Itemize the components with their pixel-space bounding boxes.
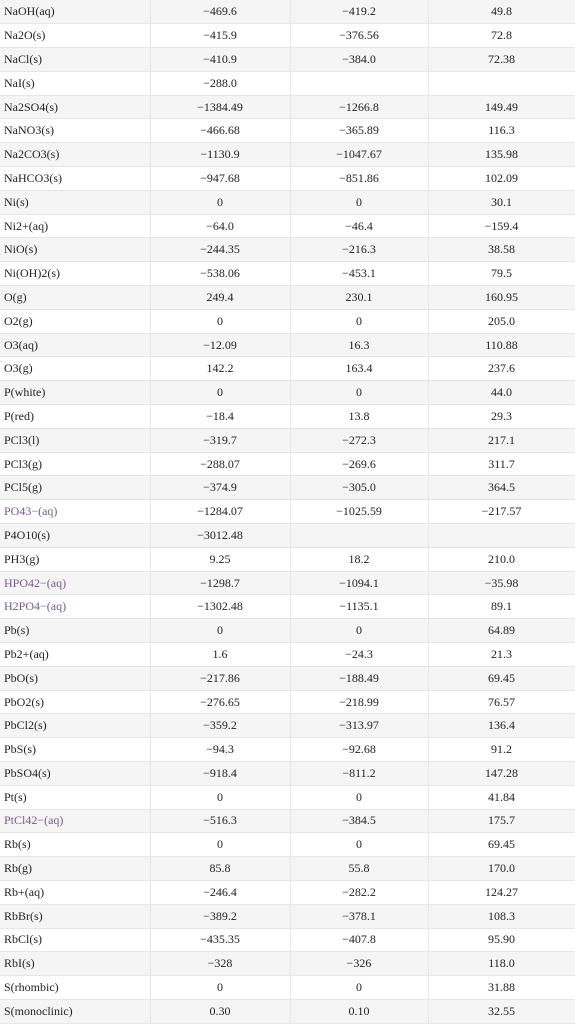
table-row [0,405,575,429]
cell-enthalpy: −328 [150,952,290,976]
cell-gibbs: 13.8 [290,405,428,429]
table-row [0,714,575,738]
cell-enthalpy: 0 [150,381,290,405]
cell-substance: P4O10(s) [0,524,150,548]
table-row [0,24,575,48]
cell-gibbs: −376.56 [290,24,428,48]
cell-substance: H2PO4−(aq) [0,595,150,619]
cell-substance: NaCl(s) [0,48,150,72]
table-row [0,690,575,714]
cell-enthalpy: −415.9 [150,24,290,48]
cell-enthalpy: −12.09 [150,333,290,357]
cell-enthalpy: −389.2 [150,904,290,928]
table-row [0,119,575,143]
table-row [0,809,575,833]
cell-gibbs: −188.49 [290,666,428,690]
table-row [0,738,575,762]
table-row [0,143,575,167]
cell-enthalpy: −1130.9 [150,143,290,167]
cell-substance: Ni2+(aq) [0,214,150,238]
cell-substance: NaI(s) [0,71,150,95]
cell-gibbs [290,524,428,548]
cell-entropy: 217.1 [428,428,575,452]
cell-enthalpy: −469.6 [150,0,290,24]
cell-gibbs: 0 [290,619,428,643]
table-row [0,571,575,595]
cell-entropy: 124.27 [428,880,575,904]
cell-gibbs: −269.6 [290,452,428,476]
cell-gibbs: 18.2 [290,547,428,571]
table-row [0,976,575,1000]
table-row [0,333,575,357]
cell-substance: RbBr(s) [0,904,150,928]
table-row [0,500,575,524]
cell-entropy: 79.5 [428,262,575,286]
cell-substance: Pb2+(aq) [0,643,150,667]
cell-entropy: 118.0 [428,952,575,976]
cell-substance: O(g) [0,286,150,310]
cell-substance: RbI(s) [0,952,150,976]
cell-gibbs: −305.0 [290,476,428,500]
cell-entropy: 30.1 [428,190,575,214]
cell-entropy: 108.3 [428,904,575,928]
cell-entropy: 49.8 [428,0,575,24]
table-row [0,238,575,262]
cell-enthalpy: 0 [150,785,290,809]
cell-entropy: 41.84 [428,785,575,809]
cell-gibbs: 16.3 [290,333,428,357]
cell-enthalpy: −276.65 [150,690,290,714]
table-row [0,48,575,72]
cell-gibbs: −1025.59 [290,500,428,524]
cell-substance: RbCl(s) [0,928,150,952]
cell-entropy: 136.4 [428,714,575,738]
cell-substance: S(monoclinic) [0,999,150,1023]
cell-entropy: 210.0 [428,547,575,571]
cell-substance: P(red) [0,405,150,429]
cell-entropy: −35.98 [428,571,575,595]
cell-enthalpy: 85.8 [150,857,290,881]
table-row [0,762,575,786]
cell-entropy: 72.8 [428,24,575,48]
cell-entropy: 160.95 [428,286,575,310]
table-row [0,0,575,24]
cell-entropy: 64.89 [428,619,575,643]
table-row [0,262,575,286]
cell-entropy: 69.45 [428,833,575,857]
cell-gibbs: 0 [290,381,428,405]
cell-enthalpy: 142.2 [150,357,290,381]
cell-enthalpy: −1302.48 [150,595,290,619]
cell-enthalpy: 0 [150,309,290,333]
cell-enthalpy: 0 [150,833,290,857]
cell-entropy [428,71,575,95]
cell-substance: Na2CO3(s) [0,143,150,167]
cell-substance: PbO(s) [0,666,150,690]
cell-enthalpy: 9.25 [150,547,290,571]
table-row [0,381,575,405]
cell-entropy: 311.7 [428,452,575,476]
cell-gibbs: −407.8 [290,928,428,952]
cell-substance: Ni(s) [0,190,150,214]
cell-entropy: 170.0 [428,857,575,881]
cell-entropy: 135.98 [428,143,575,167]
cell-entropy: 29.3 [428,405,575,429]
cell-entropy [428,524,575,548]
cell-entropy: 72.38 [428,48,575,72]
table-row [0,95,575,119]
cell-substance: O3(g) [0,357,150,381]
cell-gibbs [290,71,428,95]
cell-enthalpy: −3012.48 [150,524,290,548]
table-row [0,524,575,548]
cell-substance: Rb+(aq) [0,880,150,904]
cell-enthalpy: 249.4 [150,286,290,310]
cell-enthalpy: −18.4 [150,405,290,429]
cell-entropy: 110.88 [428,333,575,357]
cell-substance: NaOH(aq) [0,0,150,24]
cell-enthalpy: −246.4 [150,880,290,904]
cell-gibbs: −218.99 [290,690,428,714]
cell-gibbs: −453.1 [290,262,428,286]
cell-gibbs: 163.4 [290,357,428,381]
cell-entropy: 147.28 [428,762,575,786]
cell-gibbs: −216.3 [290,238,428,262]
cell-entropy: 89.1 [428,595,575,619]
cell-gibbs: −92.68 [290,738,428,762]
cell-substance: S(rhombic) [0,976,150,1000]
cell-substance: PCl5(g) [0,476,150,500]
cell-substance: Pt(s) [0,785,150,809]
cell-entropy: 31.88 [428,976,575,1000]
cell-gibbs: −46.4 [290,214,428,238]
cell-gibbs: 0.10 [290,999,428,1023]
cell-substance: PCl3(l) [0,428,150,452]
table-row [0,214,575,238]
cell-gibbs: −1094.1 [290,571,428,595]
cell-gibbs: −365.89 [290,119,428,143]
cell-enthalpy: 0 [150,190,290,214]
table-row [0,643,575,667]
cell-substance: O3(aq) [0,333,150,357]
cell-substance: Ni(OH)2(s) [0,262,150,286]
cell-gibbs: −811.2 [290,762,428,786]
cell-entropy: 32.55 [428,999,575,1023]
cell-substance: PbCl2(s) [0,714,150,738]
cell-enthalpy: −319.7 [150,428,290,452]
cell-enthalpy: −359.2 [150,714,290,738]
cell-substance: Rb(s) [0,833,150,857]
table-row [0,857,575,881]
table-row [0,286,575,310]
cell-entropy: 95.90 [428,928,575,952]
table-row [0,666,575,690]
cell-gibbs: −313.97 [290,714,428,738]
cell-substance: PbS(s) [0,738,150,762]
cell-gibbs: −272.3 [290,428,428,452]
cell-enthalpy: −1284.07 [150,500,290,524]
cell-gibbs: 55.8 [290,857,428,881]
cell-gibbs: −384.0 [290,48,428,72]
table-row [0,952,575,976]
cell-substance: Na2SO4(s) [0,95,150,119]
cell-entropy: 38.58 [428,238,575,262]
cell-enthalpy: 0.30 [150,999,290,1023]
cell-substance: Rb(g) [0,857,150,881]
cell-entropy: 364.5 [428,476,575,500]
cell-entropy: 91.2 [428,738,575,762]
cell-enthalpy: −516.3 [150,809,290,833]
cell-enthalpy: −410.9 [150,48,290,72]
table-row [0,619,575,643]
cell-entropy: 44.0 [428,381,575,405]
cell-substance: O2(g) [0,309,150,333]
cell-substance: HPO42−(aq) [0,571,150,595]
cell-substance: NaNO3(s) [0,119,150,143]
cell-enthalpy: 0 [150,619,290,643]
cell-enthalpy: −435.35 [150,928,290,952]
cell-substance: P(white) [0,381,150,405]
table-row [0,904,575,928]
cell-entropy: 116.3 [428,119,575,143]
cell-gibbs: 0 [290,785,428,809]
cell-enthalpy: −1384.49 [150,95,290,119]
cell-gibbs: −1047.67 [290,143,428,167]
table-row [0,880,575,904]
cell-substance: PbSO4(s) [0,762,150,786]
cell-gibbs: −282.2 [290,880,428,904]
cell-gibbs: −24.3 [290,643,428,667]
cell-enthalpy: −288.07 [150,452,290,476]
cell-gibbs: −1266.8 [290,95,428,119]
cell-gibbs: 0 [290,833,428,857]
table-row [0,167,575,191]
cell-gibbs: −326 [290,952,428,976]
cell-entropy: 205.0 [428,309,575,333]
cell-substance: Na2O(s) [0,24,150,48]
cell-substance: PO43−(aq) [0,500,150,524]
table-row [0,595,575,619]
cell-entropy: 69.45 [428,666,575,690]
cell-gibbs: −851.86 [290,167,428,191]
table-row [0,309,575,333]
cell-gibbs: −384.5 [290,809,428,833]
cell-enthalpy: −244.35 [150,238,290,262]
cell-entropy: 21.3 [428,643,575,667]
cell-substance: NaHCO3(s) [0,167,150,191]
cell-gibbs: 230.1 [290,286,428,310]
cell-gibbs: −1135.1 [290,595,428,619]
cell-entropy: 149.49 [428,95,575,119]
table-row [0,785,575,809]
cell-entropy: 76.57 [428,690,575,714]
cell-gibbs: −378.1 [290,904,428,928]
cell-substance: PtCl42−(aq) [0,809,150,833]
cell-gibbs: 0 [290,309,428,333]
table-row [0,999,575,1023]
cell-gibbs: 0 [290,190,428,214]
cell-enthalpy: −64.0 [150,214,290,238]
cell-enthalpy: −466.68 [150,119,290,143]
cell-substance: PbO2(s) [0,690,150,714]
table-row [0,476,575,500]
table-row [0,928,575,952]
cell-entropy: 102.09 [428,167,575,191]
cell-entropy: 175.7 [428,809,575,833]
cell-entropy: −217.57 [428,500,575,524]
cell-enthalpy: −538.06 [150,262,290,286]
cell-entropy: −159.4 [428,214,575,238]
table-row [0,71,575,95]
cell-enthalpy: −1298.7 [150,571,290,595]
cell-enthalpy: −94.3 [150,738,290,762]
cell-enthalpy: 0 [150,976,290,1000]
cell-enthalpy: −374.9 [150,476,290,500]
cell-enthalpy: −288.0 [150,71,290,95]
table-row [0,547,575,571]
cell-enthalpy: −947.68 [150,167,290,191]
cell-substance: Pb(s) [0,619,150,643]
table-row [0,833,575,857]
table-row [0,190,575,214]
cell-gibbs: −419.2 [290,0,428,24]
cell-gibbs: 0 [290,976,428,1000]
cell-enthalpy: −217.86 [150,666,290,690]
cell-substance: NiO(s) [0,238,150,262]
cell-entropy: 237.6 [428,357,575,381]
cell-enthalpy: 1.6 [150,643,290,667]
table-row [0,357,575,381]
cell-substance: PH3(g) [0,547,150,571]
table-row [0,428,575,452]
cell-enthalpy: −918.4 [150,762,290,786]
cell-substance: PCl3(g) [0,452,150,476]
table-row [0,452,575,476]
